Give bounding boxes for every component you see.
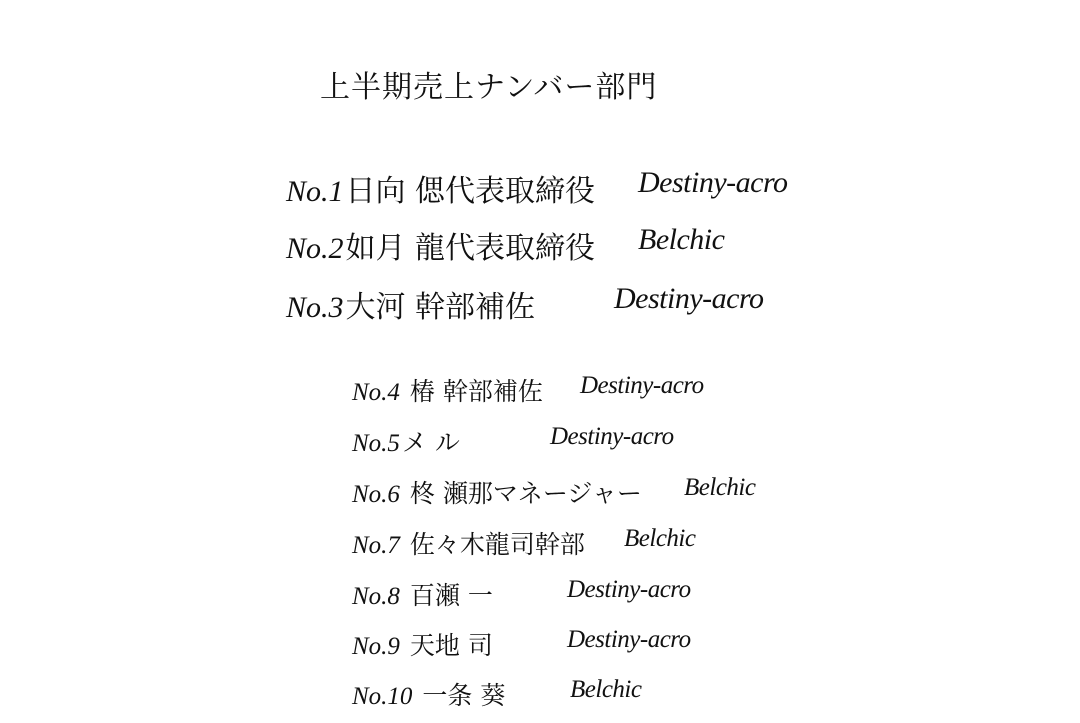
person-name: 日向 偲代表取締役 — [345, 174, 596, 209]
rank-label: No.3 — [286, 291, 344, 324]
store-name: Belchic — [624, 525, 696, 552]
person-name: 一条 葵 — [414, 681, 506, 710]
ranking-row-8 — [352, 576, 691, 612]
ranking-row-9 — [352, 626, 691, 662]
store-name: Destiny-acro — [550, 423, 674, 450]
ranking-row-7 — [352, 525, 696, 561]
store-name: Belchic — [638, 223, 725, 256]
store-name: Destiny-acro — [567, 576, 691, 603]
rank-label: No.1 — [286, 175, 344, 208]
ranking-row-10 — [352, 676, 642, 712]
person-name: 百瀬 一 — [401, 581, 493, 610]
rank-label: No.10 — [352, 683, 413, 710]
rank-label: No.5 — [352, 430, 400, 457]
store-name: Destiny-acro — [580, 372, 704, 399]
ranking-row-2 — [286, 223, 725, 267]
rank-label: No.8 — [352, 583, 400, 610]
person-name: 如月 龍代表取締役 — [345, 231, 596, 266]
person-name: メ ル — [401, 428, 460, 457]
ranking-row-5 — [352, 423, 674, 459]
ranking-row-3 — [286, 282, 764, 326]
ranking-row-4 — [352, 372, 704, 408]
rank-label: No.9 — [352, 633, 400, 660]
store-name: Destiny-acro — [638, 166, 788, 199]
person-name: 柊 瀬那マネージャー — [401, 479, 642, 508]
store-name: Belchic — [684, 474, 756, 501]
ranking-row-6 — [352, 474, 756, 510]
store-name: Destiny-acro — [567, 626, 691, 653]
document-title: 上半期売上ナンバー部門 — [320, 70, 658, 105]
ranking-row-1 — [286, 166, 788, 210]
rank-label: No.7 — [352, 532, 400, 559]
rank-label: No.4 — [352, 379, 400, 406]
person-name: 大河 幹部補佐 — [345, 290, 536, 325]
rank-label: No.2 — [286, 232, 344, 265]
person-name: 天地 司 — [401, 631, 493, 660]
person-name: 佐々木龍司幹部 — [401, 530, 585, 559]
store-name: Belchic — [570, 676, 642, 703]
person-name: 椿 幹部補佐 — [401, 377, 543, 406]
store-name: Destiny-acro — [614, 282, 764, 315]
rank-label: No.6 — [352, 481, 400, 508]
